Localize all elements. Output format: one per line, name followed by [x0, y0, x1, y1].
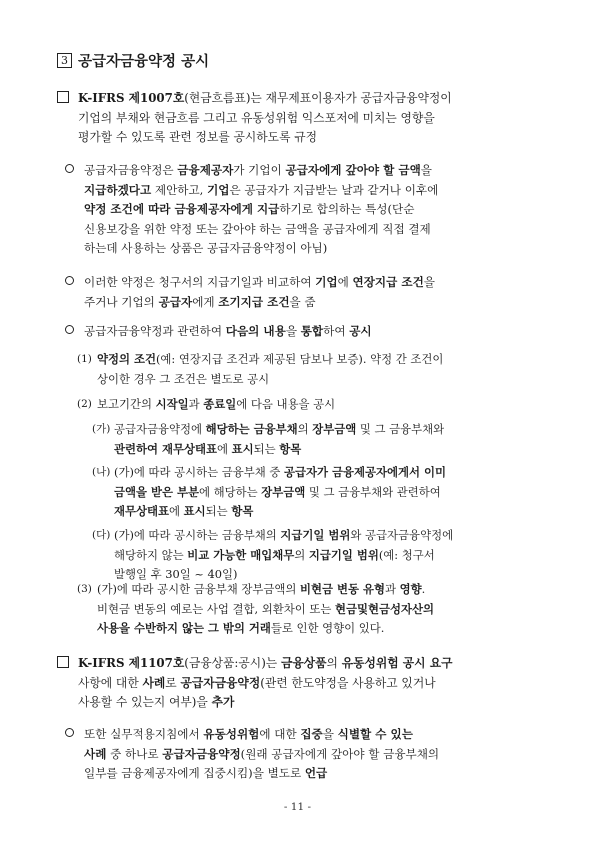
list-marker: (가)	[92, 423, 111, 435]
paragraph-line: (가)에 따라 공시한 금융부채 장부금액의 비현금 변동 유형과 영향.	[97, 582, 426, 596]
paragraph-line: 해당하지 않는 비교 가능한 매입채무의 지급기일 범위(예: 청구서	[114, 547, 435, 562]
paragraph-line: 이러한 약정은 청구서의 지급기일과 비교하여 기업에 연장지급 조건을	[84, 275, 435, 289]
paragraph-line: 또한 실무적용지침에서 유동성위험에 대한 집중을 식별할 수 있는	[84, 727, 413, 741]
list-marker: (1)	[77, 353, 92, 365]
paragraph-line: 사용할 수 있는지 여부)을 추가	[78, 695, 235, 710]
paragraph-line: 보고기간의 시작일과 종료일에 다음 내용을 공시	[97, 397, 336, 411]
paragraph-line: 공급자금융약정과 관련하여 다음의 내용을 통합하여 공시	[84, 324, 372, 338]
section-heading	[57, 50, 209, 71]
paragraph-line: 지급하겠다고 제안하고, 기업은 공급자가 지급받는 날과 같거나 이후에	[84, 182, 439, 197]
circle-bullet-icon	[65, 726, 74, 742]
paragraph-line: K-IFRS 제1007호(현금흐름표)는 재무제표이용자가 공급자금융약정이	[78, 91, 452, 105]
paragraph-line: 사용을 수반하지 않는 그 밖의 거래들로 인한 영향이 있다.	[97, 621, 385, 636]
paragraph-line: 비현금 변동의 예로는 사업 결합, 외환차이 또는 현금및현금성자산의	[97, 601, 435, 616]
paragraph-line: 사례 중 하나로 공급자금융약정(원래 공급자에게 갚아야 할 금융부채의	[84, 746, 440, 761]
paragraph-line: 상이한 경우 그 조건은 별도로 공시	[97, 371, 270, 386]
circle-bullet-icon	[65, 274, 74, 290]
list-marker: (나)	[92, 466, 111, 478]
square-bullet-icon	[57, 90, 69, 106]
paragraph-line: 사항에 대한 사례로 공급자금융약정(관련 한도약정을 사용하고 있거나	[78, 675, 436, 690]
paragraph-line: 재무상태표에 표시되는 항목	[114, 504, 254, 519]
paragraph-line: 신용보강을 위한 약정 또는 갚아야 하는 금액을 공급자에게 직접 결제	[84, 221, 431, 236]
paragraph-line: 일부를 금융제공자에게 집중시킴)을 별도로 언급	[84, 766, 328, 781]
circle-bullet-icon	[65, 162, 74, 178]
paragraph-line: (가)에 따라 공시하는 금융부채의 지급기일 범위와 공급자금융약정에	[114, 528, 454, 542]
paragraph-line: 공급자금융약정에 해당하는 금융부채의 장부금액 및 그 금융부채와	[114, 422, 445, 436]
paragraph-line: 발행일 후 30일 ~ 40일)	[114, 567, 238, 582]
paragraph-line: 약정의 조건(예: 연장지급 조건과 제공된 담보나 보증). 약정 간 조건이	[97, 352, 444, 366]
section-number-box: 3	[57, 53, 72, 68]
paragraph-line: K-IFRS 제1107호(금융상품:공시)는 금융상품의 유동성위험 공시 요구	[78, 656, 453, 670]
paragraph-line: 평가할 수 있도록 관련 정보를 공시하도록 규정	[78, 130, 318, 145]
paragraph-line: 약정 조건에 따라 금융제공자에게 지급하기로 합의하는 특성(단순	[84, 202, 415, 217]
circle-bullet-icon	[65, 323, 74, 339]
paragraph-line: 하는데 사용하는 상품은 공급자금융약정이 아님)	[84, 241, 328, 256]
paragraph-line: 공급자금융약정은 금융제공자가 기업이 공급자에게 갚아야 할 금액을	[84, 163, 432, 177]
paragraph-line: 주거나 기업의 공급자에게 조기지급 조건을 줌	[84, 294, 316, 309]
section-title: 공급자금융약정 공시	[78, 53, 210, 70]
paragraph-line: (가)에 따라 공시하는 금융부채 중 공급자가 금융제공자에게서 이미	[114, 465, 447, 479]
paragraph-line: 금액을 받은 부분에 해당하는 장부금액 및 그 금융부채와 관련하여	[114, 484, 441, 499]
list-marker: (3)	[77, 583, 92, 595]
paragraph-line: 기업의 부채와 현금흐름 그리고 유동성위험 익스포저에 미치는 영향을	[78, 110, 435, 125]
list-marker: (다)	[92, 529, 111, 541]
square-bullet-icon	[57, 655, 69, 671]
paragraph-line: 관련하여 재무상태표에 표시되는 항목	[114, 441, 302, 456]
list-marker: (2)	[77, 398, 92, 410]
page-number: - 11 -	[283, 801, 312, 813]
